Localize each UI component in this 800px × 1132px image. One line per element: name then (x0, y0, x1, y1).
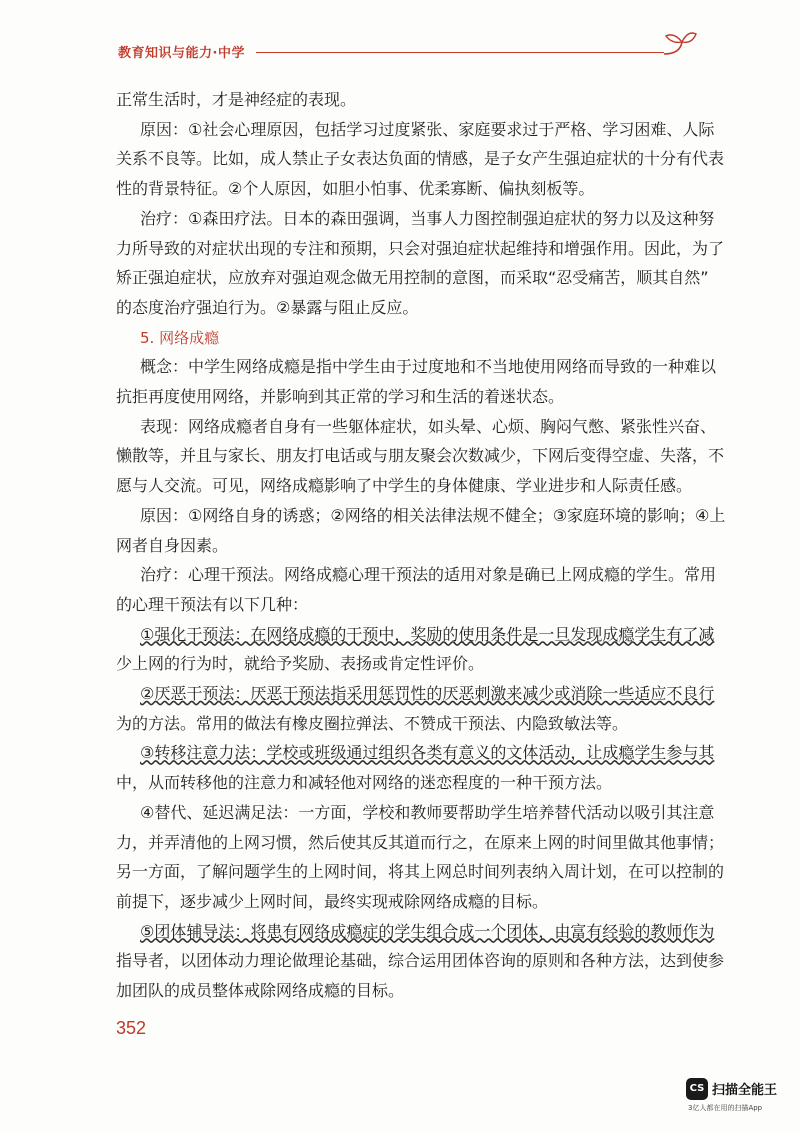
text-line: 概念：中学生网络成瘾是指中学生由于过度地和不当地使用网络而导致的一种难以 (140, 357, 717, 377)
text-line: ④替代、延迟满足法：一方面，学校和教师要帮助学生培养替代活动以吸引其注意 (140, 802, 715, 822)
badge-tagline: 3亿人都在用的扫描App (688, 1104, 763, 1112)
header-title: 教育知识与能力·中学 (118, 46, 245, 61)
text-line: 原因：①社会心理原因，包括学习过度紧张、家庭要求过于严格、学习困难、人际 (140, 119, 715, 139)
text-line: 治疗：心理干预法。网络成瘾心理干预法的适用对象是确已上网成瘾的学生。常用 (140, 565, 717, 585)
text-line: 另一方面，了解问题学生的上网时间，将其上网总时间列表纳入周计划，在可以控制的 (116, 862, 725, 882)
camscanner-icon: CS (686, 1078, 708, 1100)
text-line: 加团队的成员整体戒除网络成瘾的目标。 (116, 981, 405, 1000)
badge-name: 扫描全能王 (712, 1083, 778, 1098)
text-line: 性的背景特征。②个人原因，如胆小怕事、优柔寡断、偏执刻板等。 (116, 179, 595, 199)
text-line: 表现：网络成瘾者自身有一些躯体症状，如头晕、心烦、胸闷气憋、紧张性兴奋、 (140, 416, 717, 436)
text-line: 懒散等，并且与家长、朋友打电话或与朋友聚会次数减少，下网后变得空虚、失落，不 (116, 446, 725, 466)
text-line: ⑤团体辅导法：将患有网络成瘾症的学生组合成一个团体，由富有经验的教师作为 (140, 921, 715, 941)
text-line: 力，并弄清他的上网习惯，然后使其反其道而行之，在原来上网的时间里做其他事情； (116, 832, 725, 852)
text-line: 力所导致的对症状出现的专注和预期，只会对强迫症状起维持和增强作用。因此，为了 (116, 238, 725, 258)
text-line: ②厌恶干预法：厌恶干预法指采用惩罚性的厌恶刺激来减少或消除一些适应不良行 (140, 684, 715, 703)
text-line: 矫正强迫症状，应放弃对强迫观念做无用控制的意图，而采取“忍受痛苦，顺其自然” (116, 268, 709, 288)
text-line: 指导者，以团体动力理论做理论基础，综合运用团体咨询的原则和各种方法，达到使参 (116, 951, 725, 971)
text-line: 前提下，逐步减少上网时间，最终实现戒除网络成瘾的目标。 (116, 891, 549, 911)
text-line: 愿与人交流。可见，网络成瘾影响了中学生的身体健康、学业进步和人际责任感。 (116, 476, 693, 496)
text-line: 抗拒再度使用网络，并影响到其正常的学习和生活的着迷状态。 (116, 387, 565, 406)
text-line: 治疗：①森田疗法。日本的森田强调，当事人力图控制强迫症状的努力以及这种努 (140, 208, 715, 228)
text-line: 关系不良等。比如，成人禁止子女表达负面的情感，是子女产生强迫症状的十分有代表 (116, 149, 725, 169)
header-rule (256, 52, 664, 53)
text-line: 为的方法。常用的做法有橡皮圈拉弹法、不赞成干预法、内隐致敏法等。 (116, 713, 629, 733)
text-line: 中，从而转移他的注意力和减轻他对网络的迷恋程度的一种干预方法。 (116, 773, 613, 793)
text-line: 的态度治疗强迫行为。②暴露与阻止反应。 (116, 297, 419, 317)
text-line: ①强化干预法：在网络成瘾的干预中，奖励的使用条件是一旦发现成瘾学生有了减 (140, 624, 715, 644)
text-line: 原因：①网络自身的诱惑；②网络的相关法律法规不健全；③家庭环境的影响；④上 (140, 505, 726, 525)
text-line: 的心理干预法有以下几种： (116, 594, 309, 614)
text-line: 少上网的行为时，就给予奖励、表扬或肯定性评价。 (116, 654, 485, 674)
text-line: 正常生活时，才是神经症的表现。 (116, 90, 357, 109)
text-line: 网者自身因素。 (116, 535, 229, 555)
section-heading: 5. 网络成瘾 (140, 328, 220, 347)
sprout-icon (660, 28, 700, 62)
text-line: ③转移注意力法：学校或班级通过组织各类有意义的文体活动，让成瘾学生参与其 (140, 743, 715, 763)
page-number: 352 (116, 1018, 147, 1038)
